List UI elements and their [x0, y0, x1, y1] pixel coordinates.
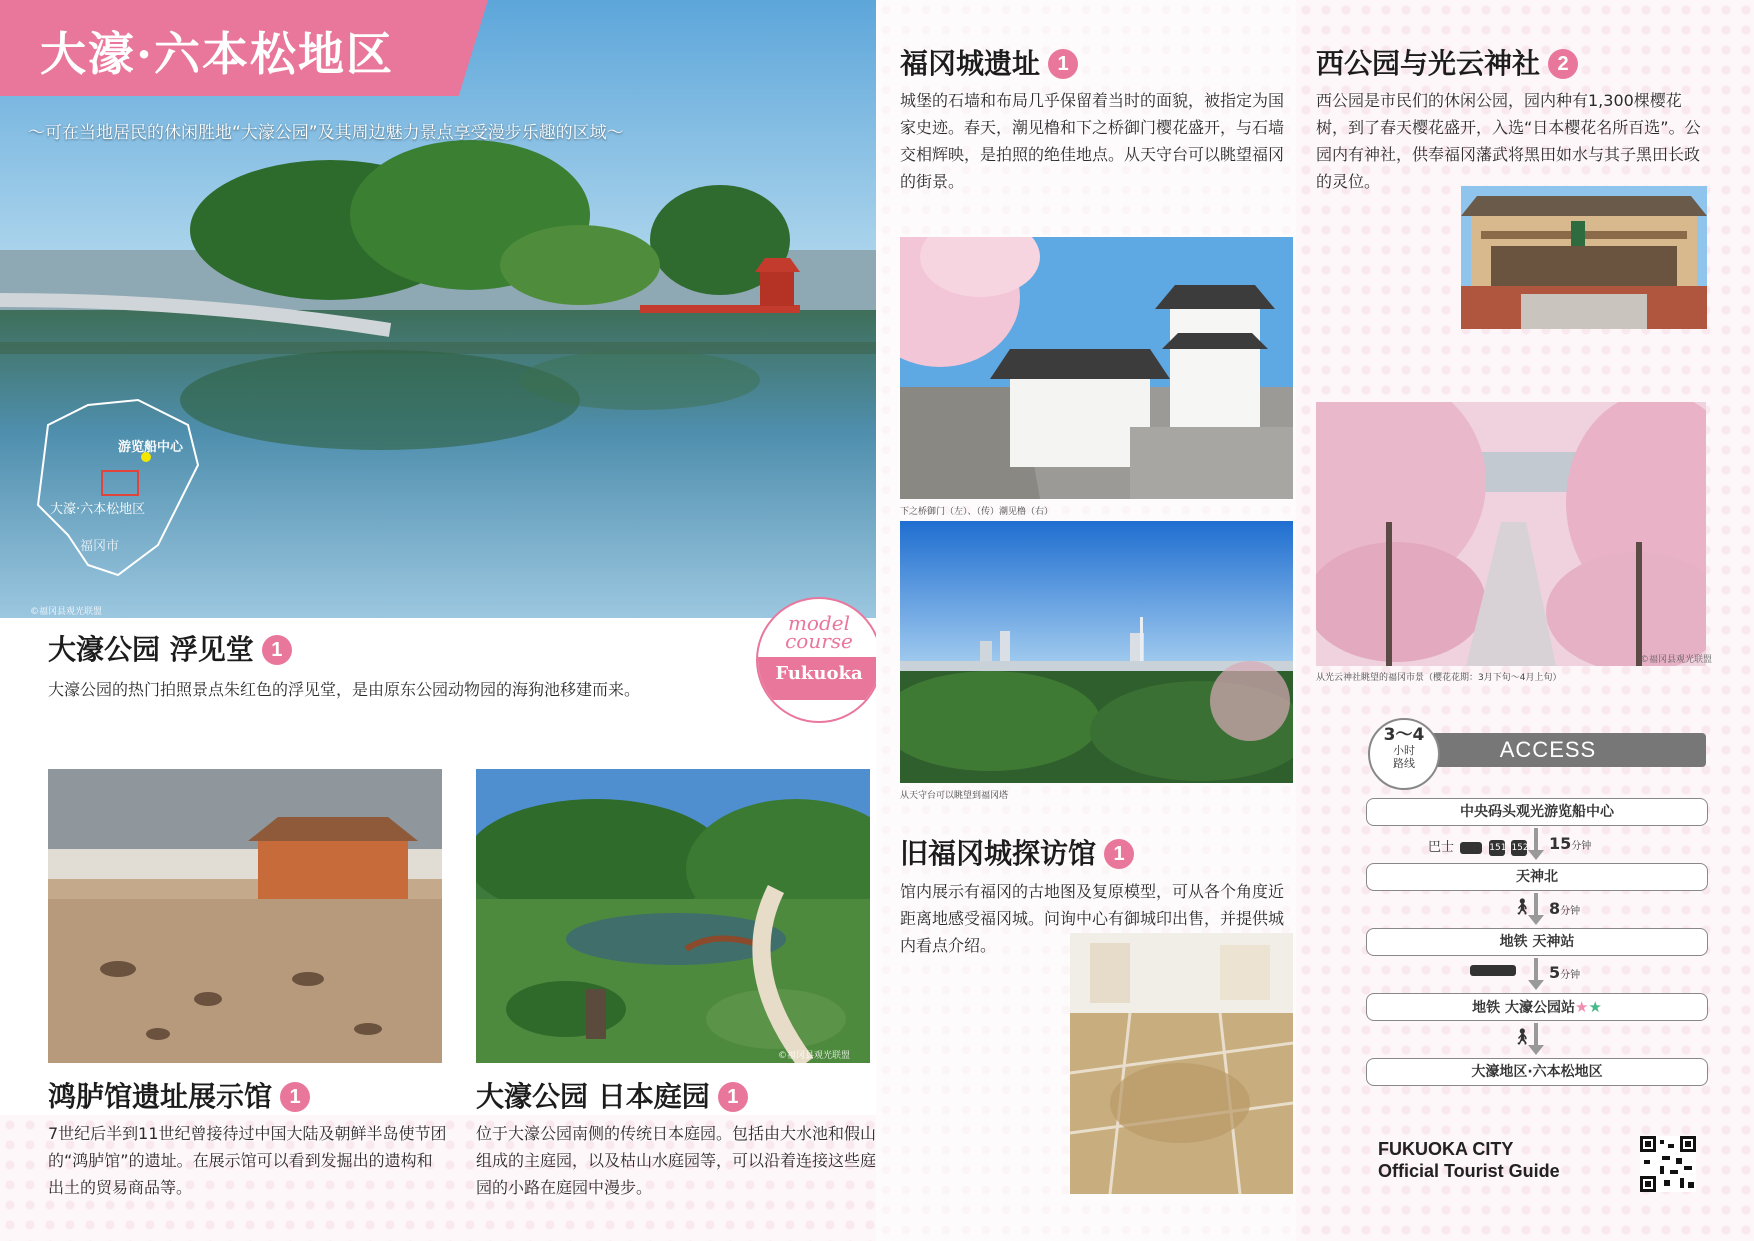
access-stop-1: 中央码头观光游览船中心 — [1366, 798, 1708, 826]
spot-number-badge: 1 — [1048, 49, 1078, 79]
duration-circle — [1368, 718, 1440, 790]
leg-3-time — [1549, 963, 1580, 982]
spot-museum-title — [900, 832, 1134, 872]
photo-castle-gate — [900, 237, 1293, 499]
photo-museum-model — [1070, 933, 1293, 1194]
spot-number-badge: 1 — [718, 1082, 748, 1112]
spot-ukimido-title — [48, 628, 292, 668]
badge-line3: Fukuoka — [758, 657, 880, 700]
spot-ukimido-title-text: 大濠公园 浮见堂 — [48, 633, 254, 666]
badge-line2: course — [785, 629, 853, 653]
route-arrow — [1528, 1045, 1544, 1055]
map-area-label: 大濠·六本松地区 — [50, 502, 146, 517]
leg-2-unit: 分钟 — [1560, 906, 1581, 917]
walk-icon: 🚶︎ — [1512, 897, 1533, 916]
spot-number-badge: 1 — [1104, 839, 1134, 869]
line-stars — [1575, 1000, 1602, 1016]
access-stop-5: 大濠地区·六本松地区 — [1366, 1058, 1708, 1086]
castle-gate-caption: 下之桥御门（左）、（传）潮见橹（右） — [900, 507, 1054, 517]
cherry-photo-caption: 从光云神社眺望的福冈市景（樱花花期：3月下旬～4月上旬） — [1316, 673, 1562, 683]
walk-icon: 🚶︎ — [1512, 1027, 1533, 1046]
line-star-icon: ★ — [1574, 998, 1589, 1016]
route-151-badge: 151 — [1489, 840, 1505, 856]
line-star-icon: ★ — [1588, 998, 1602, 1016]
map-city-label: 福冈市 — [80, 539, 120, 554]
spot-garden-title-text: 大濠公园 日本庭园 — [476, 1080, 710, 1113]
city-view-caption: 从天守台可以眺望到福冈塔 — [900, 791, 1009, 801]
duration-unit: 小时 — [1393, 744, 1415, 757]
spot-nishi-park-title — [1316, 42, 1578, 82]
cherry-photo-credit: ©福冈县观光联盟 — [1640, 655, 1713, 665]
leg-2-minutes: 8 — [1549, 899, 1561, 918]
leg-3-minutes: 5 — [1549, 963, 1561, 982]
route-line — [1534, 1023, 1538, 1045]
spot-museum-title-text: 旧福冈城探访馆 — [900, 837, 1097, 870]
spot-museum-text: 馆内展示有福冈的古地图及复原模型，可从各个角度近距离地感受福冈城。问询中心有御城印出售，并提供城内看点介绍。 — [900, 882, 1285, 955]
route-152-badge: 152 — [1511, 840, 1527, 856]
route-arrow — [1528, 850, 1544, 860]
photo-koun-shrine — [1461, 186, 1707, 329]
spot-korokan-text: 7世纪后半到11世纪曾接待过中国大陆及朝鲜半岛使节团的“鸿胪馆”的遗址。在展示馆可以看到发掘出的遗构和出土的贸易商品等。 — [48, 1124, 447, 1197]
page-subtitle: ～可在当地居民的休闲胜地“大濠公园”及其周边魅力景点享受漫步乐趣的区域～ — [28, 123, 624, 143]
spot-ukimido-text: 大濠公园的热门拍照景点朱红色的浮见堂，是由原东公园动物园的海狗池移建而来。 — [48, 680, 641, 699]
train-icon — [1470, 965, 1516, 980]
access-stop-4-label: 地铁 大濠公园站 — [1472, 1000, 1575, 1016]
footer-line1: FUKUOKA CITY — [1378, 1139, 1514, 1159]
spot-number-badge: 1 — [280, 1082, 310, 1112]
photo-korokan-site — [48, 769, 442, 1063]
route-arrow — [1528, 980, 1544, 990]
route-arrow — [1528, 915, 1544, 925]
leg-bus — [1428, 836, 1528, 856]
access-stop-4 — [1366, 993, 1708, 1021]
access-stop-3: 地铁 天神站 — [1366, 928, 1708, 956]
footer-brand — [1378, 1138, 1560, 1182]
route-line — [1534, 958, 1538, 980]
spot-castle-text: 城堡的石墙和布局几乎保留着当时的面貌，被指定为国家史迹。春天，潮见橹和下之桥御门樱花盛开，与石墙交相辉映，是拍照的绝佳地点。从天守台可以眺望福冈的街景。 — [900, 91, 1285, 191]
hero-credit: ©福冈县观光联盟 — [30, 607, 103, 617]
spot-castle-title-text: 福冈城遗址 — [900, 47, 1041, 80]
access-header-text: ACCESS — [1499, 737, 1597, 762]
spot-garden-text: 位于大濠公园南侧的传统日本庭园。包括由大水池和假山组成的主庭园，以及枯山水庭园等，可以沿着连接这些庭园的小路在庭园中漫步。 — [476, 1124, 877, 1197]
spot-castle-title — [900, 42, 1078, 82]
spot-nishi-park-text: 西公园是市民们的休闲公园，园内种有1,300棵樱花树，到了春天樱花盛开，入选“日本樱花名所百选”。公园内有神社，供奉福冈藩武将黑田如水与其子黑田长政的灵位。 — [1316, 91, 1701, 191]
area-map — [28, 385, 228, 585]
spot-number-badge: 1 — [262, 635, 292, 665]
qr-code[interactable] — [1640, 1136, 1696, 1192]
footer-line2: Official Tourist Guide — [1378, 1161, 1560, 1181]
duration-label: 路线 — [1393, 757, 1415, 770]
duration-hours: 3～4 — [1383, 725, 1425, 745]
spot-korokan-title-text: 鸿胪馆遗址展示馆 — [48, 1080, 273, 1113]
access-header — [1410, 733, 1706, 767]
photo-cherry-blossom-view — [1316, 402, 1706, 666]
photo-city-view — [900, 521, 1293, 783]
bus-icon — [1460, 842, 1482, 854]
leg-2-time — [1549, 899, 1580, 918]
leg-1-minutes: 15 — [1549, 834, 1572, 853]
spot-korokan-title — [48, 1075, 310, 1115]
spot-nishi-park-title-text: 西公园与光云神社 — [1316, 47, 1541, 80]
leg-3-unit: 分钟 — [1560, 970, 1581, 981]
route-line — [1534, 828, 1538, 850]
page-title: 大濠·六本松地区 — [40, 27, 395, 81]
badge-line1: model — [787, 611, 851, 635]
spot-garden-title — [476, 1075, 748, 1115]
photo-japanese-garden — [476, 769, 870, 1063]
access-stop-2: 天神北 — [1366, 863, 1708, 891]
leg-1-time — [1549, 834, 1591, 853]
garden-photo-credit: ©福冈县观光联盟 — [778, 1051, 851, 1061]
spot-number-badge: 2 — [1548, 49, 1578, 79]
bus-label: 巴士 — [1428, 840, 1455, 855]
model-course-badge — [756, 597, 882, 723]
route-line — [1534, 893, 1538, 915]
map-pin-label: 游览船中心 — [118, 440, 184, 455]
leg-1-unit: 分钟 — [1571, 841, 1592, 852]
